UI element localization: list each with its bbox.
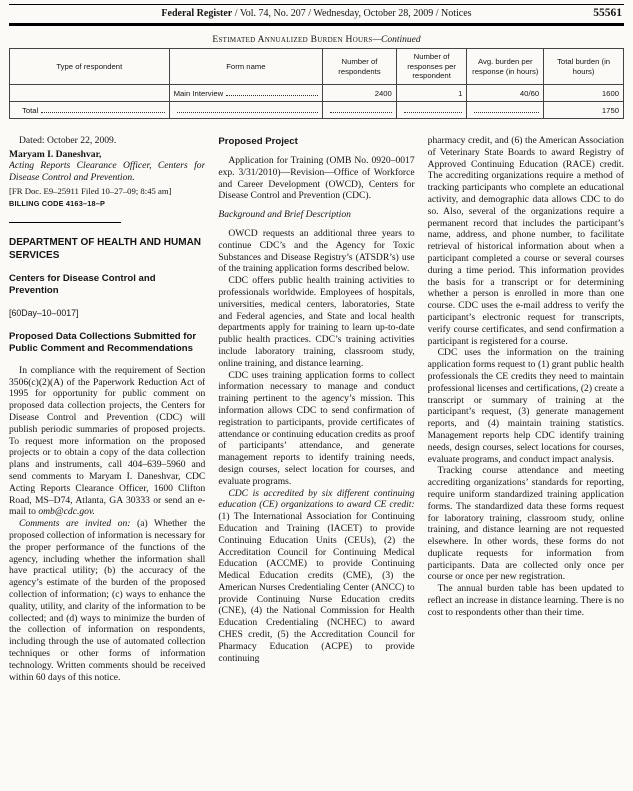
- proposed-project-heading: Proposed Project: [218, 136, 298, 147]
- department-heading: DEPARTMENT OF HEALTH AND HUMAN SERVICES: [9, 237, 202, 261]
- dated-line: Dated: October 22, 2009.: [19, 135, 117, 146]
- paragraph-cdc-offers: CDC offers public health training activities to professionals worldwide. Employees of hospitals, universities, medical centers, laboratories, State and Federal agencies, and State and local health departments apply for training to learn up-to-date public health practices. CDC’s training activities include laboratory training, classroom study, online training, and distance learning.: [218, 275, 415, 369]
- background-heading: Background and Brief Description: [218, 209, 351, 221]
- paragraph-cdc-uses-forms: CDC uses training application forms to collect information necessary to manage and conduct training pertinent to the agency’s mission. This information allows CDC to send confirmation of registration to participants, provide certificates of attendance or continuing education credits as proof of participants’ attendance, and generate management reports to identify training needs, design courses, select location for courses, and evaluate programs.: [218, 369, 415, 487]
- paragraph-annual-burden: The annual burden table has been updated to reflect an increase in distance learning. There is no cost to respondents other than their time.: [427, 583, 624, 618]
- table-caption-continued: —Continued: [372, 35, 421, 45]
- running-head-title: [161, 8, 471, 19]
- column-left: [9, 135, 205, 767]
- paragraph-application-for-training: Application for Training (OMB No. 0920–0017 exp. 3/31/2010)—Revision—Office of Workforce and Career Development (OWCD), Centers for Disease Control and Prevention (CDC).: [218, 155, 415, 202]
- journal-name: Federal Register: [161, 8, 233, 19]
- running-head: [9, 4, 624, 26]
- paragraph-accreditation: [218, 488, 414, 665]
- paragraph-owcd-request: OWCD requests an additional three years to continue CDC’s and the Agency for Toxic Substances and Disease Registry’s (ATSDR’s) use of the training application forms described below.: [218, 227, 415, 275]
- header-responses-per-respondent: Number of responses per respondent: [396, 49, 467, 85]
- table-caption-main: Estimated Annualized Burden Hours: [212, 35, 373, 45]
- cell-total-burden: 1600: [544, 85, 624, 102]
- header-total-burden: Total burden (in hours): [544, 49, 624, 85]
- header-type-of-respondent: Type of respondent: [10, 49, 170, 85]
- column-middle: [218, 135, 414, 767]
- header-form-name: Form name: [169, 49, 323, 85]
- dot-leader: [474, 112, 539, 113]
- cell-respondents-empty: [323, 102, 397, 119]
- cell-form-name-empty: [169, 102, 323, 119]
- column-right: [428, 135, 624, 767]
- cell-respondent: [10, 85, 170, 102]
- table-caption: [9, 35, 624, 45]
- italic-lead: CDC is accredited by six different continuing education (CE) organizations to award CE credit:: [218, 487, 415, 511]
- table-row-main-interview: [10, 85, 624, 102]
- paragraph-pharmacy-credit: pharmacy credit, and (6) the American Association of Veterinary State Boards to award Registry of Approved Continuing Education (RACE) credit. The accrediting organizations require a method of tracking participants who complete an educational activity, and demographic data allows CDC to do so. Also, several of the organizations require a permanent record that includes the participant’s name, address, and phone number, to facilitate retrieval of historical information about when a participant completed a course or several courses during a time period. This information provides the basis for a transcript or for determining whether a person is enrolled in more than one course. CDC uses the e-mail address to verify the participant’s electronic request for transcripts, verify course certificates, and send confirmation a participant is registered for a course.: [427, 135, 624, 347]
- fr-doc-line: [FR Doc. E9–25911 Filed 10–27–09; 8:45 am]: [9, 186, 172, 197]
- cell-avg-burden: 40/60: [467, 85, 544, 102]
- cell-form-name: [169, 85, 323, 102]
- signature-name: Maryam I. Daneshvar,: [9, 148, 102, 160]
- header-number-of-respondents: Number of respondents: [323, 49, 397, 85]
- dot-leader: [404, 112, 463, 113]
- cell-respondents: 2400: [323, 85, 397, 102]
- section-divider: [9, 222, 121, 223]
- dot-leader: [226, 95, 318, 96]
- italic-lead: Comments are invited on:: [19, 518, 131, 530]
- header-avg-burden: Avg. burden per response (in hours): [467, 49, 544, 85]
- form-name-text: Main Interview: [173, 89, 224, 98]
- dot-leader: [330, 112, 392, 113]
- docket-number: [60Day–10–0017]: [9, 308, 79, 319]
- cell-responses: 1: [396, 85, 467, 102]
- total-label-text: Total: [22, 106, 39, 115]
- burden-hours-table: [9, 48, 624, 119]
- paragraph-tracking-attendance: Tracking course attendance and meeting accrediting organizations’ standards for reporting, require uniform standardized training application forms. The standardized data these forms request for laboratory training, classroom study, online training, and distance learning are not requested elsewhere. In other words, these forms do not duplicate requests for information from participants. Data are collected only once per course or once per new registration.: [427, 465, 624, 583]
- cell-responses-empty: [396, 102, 467, 119]
- cell-total-label: [10, 102, 170, 119]
- signature-title: Acting Reports Clearance Officer, Centers for Disease Control and Prevention.: [9, 160, 206, 183]
- agency-heading: Centers for Disease Control and Prevention: [9, 273, 156, 297]
- paragraph-ce-credits: CDC uses the information on the training application forms request to (1) grant public health professionals the CE credits they need to maintain professional licenses and certifications, (2) create a transcript or summary of training at the participant’s request, (3) generate management reports, and (4) maintain training statistics. Management reports help CDC identify training needs, design courses, select locations for courses, evaluate programs, and conduct impact analysis.: [427, 347, 624, 465]
- dot-leader: [41, 112, 164, 113]
- email-address: omb@cdc.gov.: [38, 506, 95, 518]
- paragraph-text: (a) Whether the proposed collection of information is necessary for the proper performance of the functions of the agency, including whether the information shall have practical utility; (b) the accuracy of the agency’s estimate of the burden of the proposed collection of information; (c) ways to enhance the quality, utility, and clarity of the information to be collected; and (d) ways to minimize the burden of the collection of information on respondents, including through the use of automated collection techniques or other forms of information technology. Written comments should be received within 60 days of this notice.: [9, 518, 206, 683]
- page-number: 55561: [593, 7, 622, 19]
- paragraph-text: In compliance with the requirement of Section 3506(c)(2)(A) of the Paperwork Reduction Act of 1995 for opportunity for public comment on proposed data collection projects, the Centers for Disease Control and Prevention (CDC) will publish periodic summaries of proposed projects. To request more information on the proposed projects or to obtain a copy of the data collection plans and instruments, call 404–639–5960 and send comments to Maryam I. Daneshvar, CDC Acting Reports Clearance Officer, 1600 Clifton Road, MS–D74, Atlanta, GA 30333 or send an e-mail to: [9, 364, 206, 518]
- cell-avg-burden-empty: [467, 102, 544, 119]
- table-row-total: [10, 102, 624, 119]
- notice-title: Proposed Data Collections Submitted for Public Comment and Recommendations: [9, 330, 197, 354]
- paragraph-text: (1) The International Association for Continuing Education and Training (IACET) to provide Continuing Education Units (CEUs), (2) the Accreditation Council for Continuing Medical Education (ACCME) to provide Continuing Medical Education credits (CME), (3) the American Nurses Credentialing Center (ANCC) to provide Continuing Nurse Education credits (CNE), (4) the National Commission for Health Education Credentialing (NCHEC) to award CHES credit, (5) the Accreditation Council for Pharmacy Education (ACPE) to provide continuing: [218, 511, 415, 664]
- dot-leader: [177, 112, 319, 113]
- text-columns: [9, 135, 624, 767]
- table-header-row: [10, 49, 624, 85]
- paragraph-compliance: [9, 365, 205, 518]
- paragraph-comments-invited: [9, 518, 205, 683]
- billing-code: BILLING CODE 4163–18–P: [9, 199, 106, 209]
- issue-info: / Vol. 74, No. 207 / Wednesday, October 28, 2009 / Notices: [232, 8, 472, 19]
- cell-grand-total: 1750: [544, 102, 624, 119]
